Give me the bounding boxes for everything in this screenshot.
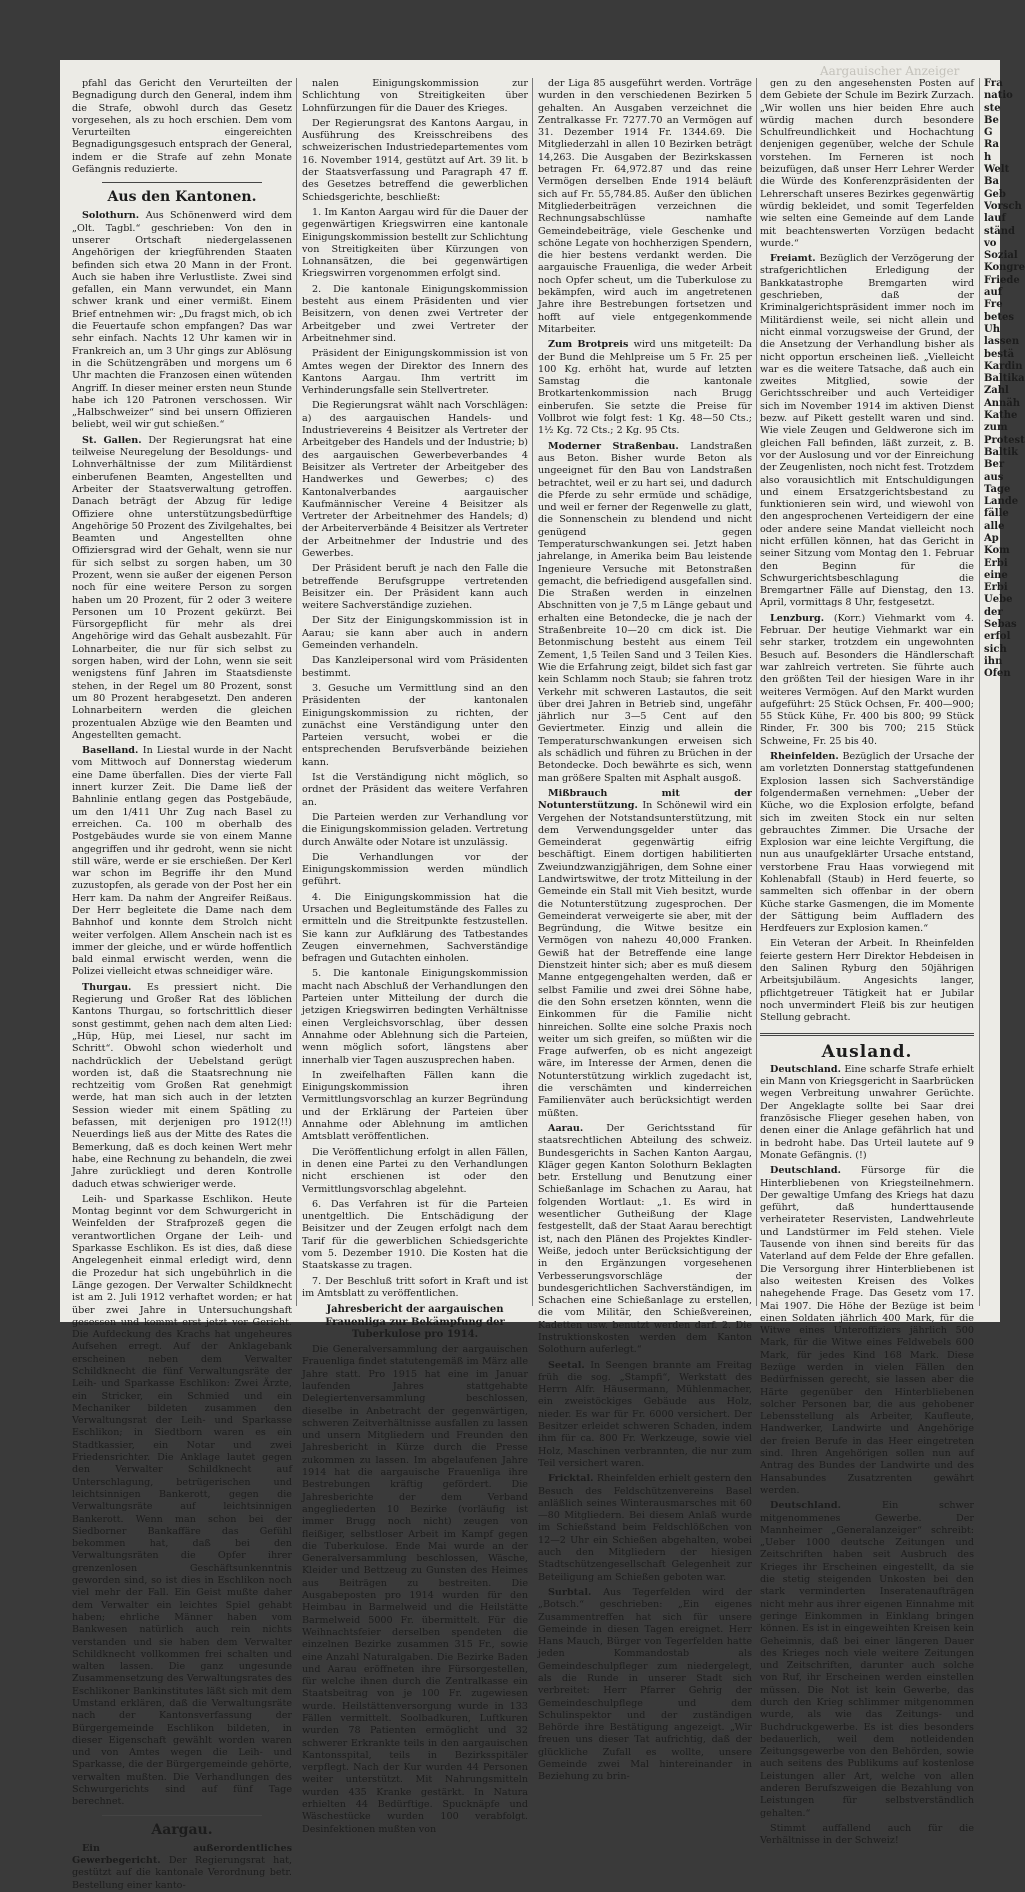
edge-word: sich [984,643,1007,655]
double-divider [760,1033,974,1036]
paragraph: 6. Das Verfahren ist für die Parteien unentgeltlich. Die Entschädigung der Beisitzer und der Zeugen erfolgt nach dem Tarif für die gewerblichen Schiedsgerichte vom 5. Dezember 1910. Die Kosten hat die Staatskasse zu tragen. [302,1198,528,1272]
edge-word: Baltika [984,373,1025,385]
edge-word: Fre [984,299,1003,311]
paragraph [72,210,292,431]
paragraph-text: Fürsorge für die Hinterbliebenen von Kriegsteilnehmern. Der gewaltige Umfang des Kriegs hat dazu geführt, daß hunderttausende verheirateter Reservisten, Landwehrleute und Landstürmer im Feld stehen. Viele Tausende von ihnen sind bereits für das Vaterland auf dem Felde der Ehre gefallen. Die Versorgung ihrer Hinterbliebenen ist also weitesten Kreisen des Volkes nahegehende Frage. Das Gesetz vom 17. Mai 1907. Die Höhe der Bezüge ist beim einen Soldaten jährlich 400 Mark, für die Witwe eines Unteroffiziers jährlich 500 Mark, für die Witwe eines Feldwebels 600 Mark, für jedes Kind 168 Mark. Diese Bezüge werden in vielen Fällen den Bedürfnissen gerecht, sie lassen aber die Härte gegenüber den Hinterbliebenen solcher Personen bar, die aus gehobener Lebensstellung als Arbeiter, Kaufleute, Handwerker, Landwirte und Angehörige der freien Berufe in das Heer eingetreten sind. Ihren Angehörigen sollen nun auf Antrag des Bundes der Landwirte und des Hansabundes Zusatzrenten gewährt werden. [760,1165,974,1496]
paragraph: Der Sitz der Einigungskommission ist in Aarau; sie kann aber auch in andern Gemeinden verhandeln. [302,615,528,652]
edge-word: Protest [984,434,1025,446]
paragraph: 7. Der Beschluß tritt sofort in Kraft und ist im Amtsblatt zu veröffentlichen. [302,1275,528,1299]
paragraph [760,751,974,935]
edge-word: auf [984,287,1003,299]
article-list [72,210,292,1808]
paragraph: Präsident der Einigungskommission ist von Amtes wegen der Direktor des Innern des Kantons Aargau. Ihm vertritt im Verhinderungsfalle sein Stellvertreter. [302,348,528,397]
paragraph [760,938,974,1024]
paragraph: In zweifelhaften Fällen kann die Einigungskommission ihren Vermittlungsvorschlag an kurzer Begründung und der Erklärung der Parteien über Annahme oder Ablehnung im amtlichen Amtsblatt veröffentlichen. [302,1069,528,1143]
keyword: Solothurn. [82,210,146,222]
paragraph: 2. Die kantonale Einigungskommission besteht aus einem Präsidenten und vier Beisitzern, von denen zwei Vertreter der Arbeitgeber und zwei Vertreter der Arbeitnehmer sind. [302,283,528,344]
paragraph [72,1194,292,1809]
keyword: Moderner Straßenbau. [548,440,691,452]
paragraph-text: In Liestal wurde in der Nacht vom Mittwoch auf Donnerstag wiederum eine Dame überfallen. Dies der vierte Fall innert kurzer Zeit. Die Dame ließ der Bahnlinie entlang gegen das Postgebäude, um den 1/411 Uhr Zug nach Basel zu erreichen. Ca. 100 m oberhalb des Postgebäudes wurde sie von einem Manne angegriffen und ihr gedroht, wenn sie nicht still wäre, werde er sie erschießen. Der Kerl war schon im Begriffe ihr den Mund zuzustopfen, als gerade von der Post her ein Herr kam. Da nahm der Angreifer Reißaus. Der Herr begleitete die Dame nach dem Bahnhof und konnte dem Strolch nicht weiter verfolgen. Allem Anschein nach ist es immer der gleiche, und er würde hoffentlich bald einmal erwischt werden, wenn die Polizei vielleicht etwas schneidiger wäre. [72,745,293,978]
edge-word: bestä [984,348,1015,360]
paragraph-text: Bezüglich der Verzögerung der strafgerichtlichen Erledigung der Bankkatastrophe Bremgarten wird geschrieben, daß der Kriminalgerichtspräsident immer noch im Militärdienst weile, sei nicht allein und nicht einmal vorzugsweise der Grund, der die Ansetzung der Verhandlung bisher als nicht opportun erscheinen ließ. „Vielleicht war es die weitere Tatsache, daß auch ein zweites Mitglied, sowie der Gerichtsschreiber und auch Verteidiger sich im November 1914 im aktiven Dienst bezw. auf Pikett gestellt waren und sind. Wie viele Zeugen und Geldwerone sich im gleichen Fall befinden, läßt zurzeit, z. B. vor der Auslosung und vor der Einreichung der Zeugenlisten, noch nicht fest. Trotzdem also vorausichtlich mit Entschuldigungen und einem Ersatzgerichtsbestand zu funktionieren sein wird, und wiewohl von den angesprochenen Verteidigern der eine oder andere seine Mandat vielleicht noch nicht erfüllen können, hat das Gericht in seiner Sitzung vom Montag den 1. Februar den Beginn für die Schwurgerichtsbeschlagung die Bremgartner Fälle auf Dienstag, den 13. April, vormittags 8 Uhr, festgesetzt. [760,253,974,609]
edge-word: vo [984,237,997,249]
paragraph [538,1123,752,1357]
paragraph [538,1587,752,1784]
keyword: Aarau. [548,1122,607,1134]
section-heading-aargau: Aargau. [151,1821,213,1838]
paragraph: Die Verhandlungen vor der Einigungskommission werden mündlich geführt. [302,851,528,888]
edge-word: aus [984,471,1004,483]
divider [102,1815,262,1816]
edge-word: ihn [984,655,1003,667]
paragraph-text: Aus Tegerfelden wird der „Botsch.“ geschrieben: „Ein eigenes Zusammentreffen hat sich für unsere Gemeinde in diesen Tagen ereignet. Herr Hans Mauch, Bürger von Tegerfelden hatte jeden Kommandostab als Gemeindeschulpfleger zum niedergelegt, als die Runde in unserer Stadt sich verbreitet: Herr Pfarrer Gehrig der Gemeindeschulpflege und dem Schulinspektor und der zuständigen Behörde ihre Bestätigung angezeigt. „Wir freuen uns dieser Tat aufrichtig, daß der glückliche Zufall es wollte, unsere Gemeinde zwei Mal hintereinander in Beziehung zu brin- [538,1586,753,1783]
paragraph-text: Bezüglich der Ursache der am vorletzten Donnerstag stattgefundenen Explosion lassen sich Sachverständige folgendermaßen vernehmen: „Ueber der Küche, wo die Explosion erfolgte, befand sich im zweiten Stock ein nur selten gebrauchtes Zimmer. Die Ursache der Explosion war eine leichte Vergiftung, die nun aus unaufgeklärter Ursache entstand, verstorbene Frau Haas vorwiegend mit Kohlenabfall (Staub) in Herd feuerte, so sammelten sich offenbar in der obern Küche starke Gasmengen, die im Momente der Sättigung beim Auffladern des Herdfeuers zur Explosion kamen.“ [760,751,974,935]
paragraph: 5. Die kantonale Einigungskommission macht nach Abschluß der Verhandlungen den Parteien unter Mitteilung der durch die jetzigen Kriegswirren bedingten Verhältnisse einen Vergleichsvorschlag, über dessen Annahme oder Ablehnung sich die Parteien, wenn möglich sofort, längstens aber innerhalb vier Tagen auszusprechen haben. [302,968,528,1066]
edge-word: lassen [984,336,1020,348]
edge-word: eine [984,569,1008,581]
paragraph [760,1823,974,1848]
bleed-through-text: Aargauischer Anzeiger [820,64,960,78]
keyword: Lenzburg. [770,612,834,624]
article-list [760,1064,974,1848]
edge-word: Lande [984,496,1019,508]
edge-word: Tage [984,483,1011,495]
paragraph-text: Rheinfelden erhielt gestern den Besuch des Feldschützenvereins Basel anläßlich seines Winterausmarsches mit 60—80 Mitgliedern. Bei diesem Anlaß wurde im Schießstand beim Feldschlößchen von 12—2 Uhr ein Schießen abgehalten, wobei auch den Mitgliedern der hiesigen Stadtschützengesellschaft Gelegenheit zur Beteiligung am Schießen geboten war. [538,1473,752,1583]
paragraph-text: Aus Schönenwerd wird dem „Olt. Tagbl.“ geschrieben: Von den in unserer Ortschaft niedergelassenen Angehörigen der kriegführenden Staaten befinden sich etwa 20 Mann in der Front. Auch sie haben ihre Verlustliste. Zwei sind gefallen, ein Mann verwundet, ein Mann schwer krank und einer vermißt. Einem Brief entnehmen wir: „Du fragst mich, ob ich die Feuertaufe schon empfangen? Das war sehr einfach. Nachts 12 Uhr kamen wir in Frankreich an, um 3 Uhr gings zur Ablösung in die Schützengräben und morgens um 6 Uhr machten die Franzosen einen wütenden Angriff. In dieser meiner ersten neun Stunde habe ich 120 Patronen verschossen. Wir „Halbschweizer“ sind bei unsern Offizieren beliebt, weil wir gut schießen.“ [72,210,293,431]
edge-word: Kathe [984,410,1018,422]
newspaper-page [60,60,1025,1891]
subheading: Jahresbericht der aargauischen Frauenliga zur Bekämpfung der Tuberkulose pro 1914. [325,1304,505,1340]
paragraph: Der Regierungsrat des Kantons Aargau, in Ausführung des Kreisschreibens des schweizerischen Industriedepartementes vom 16. November 1914, gestützt auf Art. 39 lit. b der Staatsverfassung und Paragraph 47 ff. des Gesetzes betreffend die gewerblichen Schiedsgerichte, beschließt: [302,117,528,203]
edge-word: Kongre [984,262,1025,274]
edge-word: Uh [984,323,1000,335]
edge-word: der [984,606,1003,618]
edge-word: ste [984,102,1001,114]
edge-word: Sebas [984,619,1017,631]
article-list [760,253,974,1024]
paragraph-text: Landstraßen aus Beton. Bisher wurde Beton als ungeeignet für den Bau von Landstraßen betrachtet, weil er zu hart sei, und dadurch die Pferde zu sehr ermüde und schädige, und weil er ferner der Regenwelle zu glatt, die Sonnenschein zu blendend und nicht genügend gegen Temperaturschwankungen sei. Jetzt haben jahrelange, in Amerika beim Bau leistende Ingenieure Versuche mit Betonstraßen gemacht, die befriedigend ausgefallen sind. Die Straßen werden in einzelnen Abschnitten von je 7,5 m Länge gebaut und erhalten eine Betondecke, die je nach der Straßenbreite 10—20 cm dick ist. Die Betonmischung besteht aus einem Teil Zement, 1,5 Teilen Sand und 3 Teilen Kies. Wie die Erfahrung zeigt, bildet sich fast gar kein Schlamm noch Staub; sie fahren trotz Verkehr mit schweren Lastautos, die seit über drei Jahren in Betrieb sind, ungefähr jährlich nur 3—5 Cent auf den Geviertmeter. Einzig und allein die Temperaturschwankungen erweisen sich als schädlich und führen zu Brüchen in der Betondecke. Doch bewährte es sich, wenn man größere Spalten mit Asphalt ausgoß. [538,440,752,784]
paragraph [760,1165,974,1497]
edge-word: Ra [984,139,1000,151]
edge-word: Uebe [984,594,1013,606]
paragraph [538,788,752,1120]
paragraph: der Liga 85 ausgeführt werden. Vorträge wurden in den verschiedenen Bezirken 5 gehalten. An Ausgaben verzeichnet die Zentralkasse Fr. 7277.70 an Vermögen auf 31. Dezember 1914 Fr. 1344.69. Die Mitgliederzahl in allen 10 Bezirken beträgt 14,263. Die Ausgaben der Bezirkskassen betragen Fr. 64,972.87 und das reine Vermögen derselben Ende 1914 beläuft sich auf Fr. 55,784.85. Außer den üblichen Mitgliederbeiträgen verzeichnen die Rechnungsabschlüsse namhafte Gemeindebeiträge, viele Geschenke und schöne Legate von hochherzigen Spendern, die hier bestens verdankt werden. Die aargauische Frauenliga, die weder Arbeit noch Opfer scheut, um die Tuberkulose zu bekämpfen, wird auch im angetretenen Jahre ihre Bestrebungen fortsetzen und hofft auf viele entgegenkommende Mitarbeiter. [538,78,752,335]
paragraph-text: Stimmt auffallend auch für die Verhältnisse in der Schweiz! [760,1822,974,1847]
edge-word: Fra [984,78,1003,89]
edge-word: Be [984,114,999,126]
edge-word: Geb [984,188,1006,200]
edge-word: ständ [984,225,1015,237]
paragraph [538,1473,752,1584]
article-list [538,339,752,1783]
edge-word: Ba [984,176,999,188]
paragraph: Die Parteien werden zur Verhandlung vor die Einigungskommission geladen. Vertretung durch Anwälte oder Notare ist unzulässig. [302,811,528,848]
paragraph [760,1064,974,1162]
paragraph [760,1500,974,1820]
column-4 [760,78,974,1847]
edge-word: Erbi [984,557,1008,569]
paragraph-text: Der Gerichtsstand für staatsrechtlichen Abteilung des schweiz. Bundesgerichts in Sachen Kanton Aargau, Kläger gegen Kanton Solothurn Beklagten betr. Erstellung und Benutzung einer Schießanlage im Schachen zu Aarau, hat folgenden Wortlaut: „1. Es wird in wesentlicher Gutheißung der Klage festgestellt, daß der Staat Aarau berechtigt ist, nach den Plänen des Projektes Kindler-Weiße, jedoch unter Berücksichtigung der in den Ergänzungen vorgesehenen Verbesserungsvorschläge der bundesgerichtlichen Sachverständigen, im Schachen eine Schießanlage zu erstellen, die vom Militär, den Schießvereinen, Kadetten usw. benutzt werden darf. 2. Die Instruktionskosten werden dem Kanton Solothurn auferlegt.“ [538,1122,752,1356]
paragraph: Die Generalversammlung der aargauischen Frauenliga findet statutengemäß im März alle Jahre statt. Pro 1915 hat eine im Januar laufenden Jahres stattgehabte Delegiertenversammlung beschlossen, dieselbe in Anbetracht der gegenwärtigen, schweren Zeitverhältnisse ausfallen zu lassen und unsern Mitgliedern und Freunden den Jahresbericht in Kürze durch die Presse zukommen zu lassen. Im abgelaufenen Jahre 1914 hat die aargauische Frauenliga ihre Bestrebungen kräftig gefördert. Die Jahresberichte der dem Verband angegliederten 10 Bezirke (vorläufig ist immer Brugg noch nicht) zeugen von fleißiger, selbstloser Arbeit im Kampf gegen die Tuberkulose. Ende Mai wurde an der Generalversammlung beschlossen, Wäsche, Kleider und Bettzeug zu Gunsten des Heimes aus Beiträgen zu bestreiten. Die Ausgabeposten pro 1914 wurden für den Heimbau in Barmelweid und die Heilstätte Barmelweid 5000 Fr. übermittelt. Für die Weihnachtsfeier derselben spendeten die einzelnen Bezirke zusammen 315 Fr., sowie eine Anzahl Naturalgaben. Die Bezirke Baden und Aarau eröffneten ihre Fürsorgestellen, für welche ihnen durch die Zentralkasse ein Staatsbeitrag von je 100 Fr. zugewiesen wurde. Heilstättenversorgung wurde in 133 Fällen vermittelt. Soolbadkuren, Luftkuren wurden 78 Patienten ermöglicht und 32 schwerer Erkrankte teils in den aargauischen Kantonsspital, teils in Bezirksspitäler verpflegt. Nach der Kur wurden 44 Personen weiter unterstützt. Mit Nahrungsmitteln wurden 435 Kranke gestärkt. In Natura erhielten 44 Bedürftige. Spucknäpfe und Wäschestücke wurden 100 verabfolgt. Desinfektionen mußten von [302,1344,528,1835]
paragraph: gen zu den angesehensten Posten auf dem Gebiete der Schule im Bezirk Zurzach. „Wir wollen uns hier beiden Ehre auch würdig machen durch besondere Schulfreundlichkeit und Hochachtung denjenigen gegenüber, welche der Schule vorstehen. Im Ferneren ist noch beizufügen, daß unser Herr Lehrer Werder die Würde des Konferenzpräsidenten der Lehrerschaft unseres Bezirkes gegenwärtig würdig bekleidet, und somit Tegerfelden wie selten eine Gemeinde auf dem Lande mit beachtenswerten Vorzügen bedacht wurde.“ [760,78,974,249]
column-rule [979,78,980,1306]
edge-word: alle [984,520,1005,532]
paragraph-text: Der Regierungsrat hat eine teilweise Neuregelung der Besoldungs- und Lohnverhältnisse der zum Militärdienst einberufenen Beamten, Angestellten und Arbeiter der Staatsverwaltung getroffen. Danach beträgt der Abzug für ledige Offiziere ohne unterstützungsbedürftige Angehörige 50 Prozent des Zivilgehaltes, bei Beamten und Angestellten ohne Offiziersgrad wird der Gehalt, wenn sie nur für sich selbst zu sorgen haben, um 30 Prozent, wenn sie außer der eigenen Person noch für eine weitere Person zu sorgen haben um 20 Prozent, für 2 oder 3 weitere Personen um 10 Prozent gekürzt. Bei Fürsorgepflicht für mehr als drei Angehörige wird das Gehalt ausbezahlt. Für Lohnarbeiter, die nur für sich selbst zu sorgen haben, wird der Lohn, wenn sie seit wenigstens fünf Jahren im Staatsdienste stehen, in der Regel um 80 Prozent, sonst um 80 Prozent herabgesetzt. Den anderen Lohnarbeitern werden die gleichen prozentualen Abzüge wie den Beamten und Angestellten gemacht. [72,434,293,741]
keyword: Baselland. [82,745,143,757]
paragraph [72,745,292,979]
keyword: Seetal. [548,1359,591,1371]
edge-word: Baltik [984,446,1019,458]
section-heading-foreign: Ausland. [821,1041,913,1062]
keyword: Rheinfelden. [770,751,843,763]
keyword: Ein außerordentliches Gewerbegericht. [72,1842,292,1866]
column-rule [756,78,757,1306]
divider [102,182,262,183]
paragraph-text: wird uns mitgeteilt: Da der Bund die Mehlpreise um 5 Fr. 25 per 100 Kg. erhöht hat, wurde auf letzten Samstag die kantonale Brotkartenkommission nach Brugg einberufen. Sie setzte die Preise für Vollbrot wie folgt fest: 1 Kg. 48—50 Cts.; 1½ Kg. 72 Cts.; 2 Kg. 95 Cts. [538,339,752,437]
edge-word: Annäh [984,397,1021,409]
paragraph-text: Der Regierungsrat hat, gestützt auf die kantonale Verordnung betr. Bestellung einer kanto- [72,1854,292,1891]
keyword: Zum Brotpreis [548,339,634,351]
edge-word: G [984,127,993,139]
paragraph-text: Es pressiert nicht. Die Regierung und Großer Rat des löblichen Kantons Thurgau, so fortschrittlich dieser sonst gestimmt, gehen nach dem alten Lied: „Hüp, Hüp, mei Liesel, nur sacht im Schritt“. Obwohl schon wiederholt und nachdrücklich der Uebelstand gerügt worden ist, daß die Staatsrechnung nie rechtzeitig vom Großen Rat genehmigt werde, hat man sich auch in der letzten Session wieder mit einem Spätling zu befassen, mit derjenigen pro 1912(!!) Neuerdings ließ aus der Mitte des Rates die Bemerkung, daß es doch keinen Wert mehr habe, eine Rechnung zu behandeln, die zwei Jahre zurückliegt und deren Kontrolle daduch etwas schwieriger werde. [72,981,293,1190]
edge-word: Friede [984,274,1020,286]
column-rule [296,78,297,1306]
keyword: Deutschland. [770,1165,861,1177]
edge-word: natio [984,90,1013,102]
edge-word: Sozial [984,250,1018,262]
edge-word: lauf [984,213,1006,225]
paragraph: Die Veröffentlichung erfolgt in allen Fällen, in denen eine Partei zu den Verhandlungen nicht erschienen ist oder den Vermittlungsvorschlag abgelehnt. [302,1146,528,1195]
paragraph [538,1360,752,1471]
edge-word: betes [984,311,1014,323]
edge-word: erfol [984,631,1011,643]
edge-word: fälle [984,508,1009,520]
paragraph: 3. Gesuche um Vermittlung sind an den Präsidenten der kantonalen Einigungskommission zu richten, der zunächst eine Verständigung unter den Parteien versucht, wobei er die entsprechenden Berufsverbände beiziehen kann. [302,682,528,768]
edge-word: h [984,151,992,163]
paragraph: pfahl das Gericht den Verurteilten der Begnadigung durch den General, indem ihm die Strafe, obwohl durch das Gesetz vorgesehen, als zu hoch erschien. Dem vom Verurteilten eingereichten Begnadigungsgesuch entsprach der General, indem er die Strafe auf zehn Monate Gefängnis reduzierte. [72,78,292,176]
paragraph: Ist die Verständigung nicht möglich, so ordnet der Präsident das weitere Verfahren an. [302,772,528,808]
paragraph: nalen Einigungskommission zur Schlichtung von Streitigkeiten über Lohnfürzungen für die Dauer des Krieges. [302,78,528,114]
keyword: Mißbrauch mit der Notunterstützung. [538,787,752,812]
paragraph-text: In Schönewil wird ein Vergehen der Notstandsunterstützung, mit dem Verwendungsgelder unter das Gemeinderat gegenwärtig eifrig beschäftigt. Einem dortigen habilitierten Zweiundzwanzigjährigen, dem Sohne einer Landwirtswitwe, der trotz Mitteilung in der Gemeinde ein Stall mit Vieh besitzt, wurde die Notunterstützung zugesprochen. Der Gemeinderat verweigerte sie aber, mit der Begründung, die Witwe besitze ein Vermögen von nahezu 40,000 Franken. Gewiß hat der Betreffende eine lange Dienstzeit hinter sich; aber es muß diesem Manne entgegengehalten werden, daß er selbst Familie und zwei drei Söhne habe, die den Sohn ersetzen könnten, wenn die Einkommen für die Familie nicht hinreichen. Sollte eine solche Praxis noch weiter um sich greifen, so müßten wir die Frage aufwerfen, ob es nicht angezeigt wäre, im Interesse der Armen, denen die Notunterstützung wirklich zugedacht ist, die verschämten und kinderreichen Familienväter auch berücksichtigt werden müßten. [538,800,753,1119]
keyword: Fricktal. [548,1473,597,1485]
paragraph [72,1843,292,1892]
paragraph [760,253,974,610]
keyword: Thurgau. [82,981,147,993]
keyword: St. Gallen. [82,434,149,446]
keyword: Freiamt. [770,253,820,265]
edge-word: zum [984,422,1008,434]
paragraph-text: Ein Veteran der Arbeit. In Rheinfelden feierte gestern Herr Direktor Hebdeisen in den Salinen Ryburg den 50jährigen Arbeitsjubiläum. Angesichts langer, pflichtgetreuer Tätigkeit hat er Jubilar noch unvermindert Fleiß bis zur heutigen Stellung gebracht. [760,938,974,1024]
edge-word: Ap [984,532,999,544]
edge-word: Zahl [984,385,1009,397]
column-1 [72,78,293,1891]
paragraph [72,982,292,1191]
paragraph [538,441,752,785]
paragraph: Der Präsident beruft je nach den Falle die betreffende Berufsgruppe vertretenden Beisitzer ein. Der Präsident kann auch weitere Sachverständige zuziehen. [302,563,528,612]
column-2 [302,78,529,1835]
paragraph: 1. Im Kanton Aargau wird für die Dauer der gegenwärtigen Kriegswirren eine kantonale Einigungskommission bestellt zur Schlichtung von Streitigkeiten über Kürzungen von Lohnansätzen, die bei gegenwärtigen Kriegswirren vorgenommen erfolgt sind. [302,206,529,280]
paragraph [538,339,752,437]
paragraph-text: Leih- und Sparkasse Eschlikon. Heute Montag beginnt vor dem Schwurgericht in Weinfelden der Strafprozeß gegen die verantwortlichen Organe der Leih- und Sparkasse Eschlikon. Es ist dies, daß diese Angelegenheit einmal erledigt wird, denn die Prozedur hat sich ungebührlich in die Länge gezogen. Der Verwalter Schildknecht ist am 2. Juli 1912 verhaftet worden; er hat über zwei Jahre in Untersuchungshaft gesessen und kommt erst jetzt vor Gericht. Die Aufdeckung des Krachs hat ungeheures Aufsehen erregt. Auf der Anklagebank erscheinen neben dem Verwalter Schildknecht die fünf Verwaltungsräte der Leih- und Sparkasse Eschlikon: Zwei Ärzte, ein Stricker, ein Schmied und ein Mechaniker bildeten zusammen den Verwaltungsrat der Leih- und Sparkasse Eschlikon; in Siedtborn waren es ein Stadtkassier, ein Notar und zwei Friedensrichter. Die Anklage lautet gegen den Verwalter Schildknecht auf Unterschlagung, betrügerischen und leichtsinnigen Bankerott, gegen die Verwaltungsräte auf leichtsinnigen Bankerott. Wenn man schon bei der Siedborner Bankaffäre das Gefühl bekommen hat, daß bei den Verwaltungsräten die Opfer ihrer grenzenlosen Geschäftsunkenntnis geworden sind, so ist dies in Eschlikon noch viel mehr der Fall. Ein Geist mußte daher dem Verwalter ein leichtes Spiel gehabt haben; ehrliche Männer haben vom Bankwesen natürlich auch rein nichts verstanden und sie haben dem Verwalter Schildknecht vollkommen frei schalten und walten lassen. Die ganz ungesunde Zusammensetzung des Verwaltungsrates des Eschlikoner Bankinstitutes läßt sich mit dem Umstand erklären, daß die Verwaltungsräte nach der Kantonsverfassung der Bürgergemeinde Eschlikon bildeten, in dieser Eigenschaft gewählt worden waren und von Amtes wegen die Leih- und Sparkasse, die der Bürgergemeinde gehörte, verwalten mußten. Die Verhandlungen des Schwurgerichts sind auf fünf Tage berechnet. [72,1193,292,1808]
paragraph: 4. Die Einigungskommission hat die Ursachen und Begleitumstände des Falles zu ermitteln und die Streitpunkte festzustellen. Sie kann zur Aufklärung des Tatbestandes Zeugen einvernehmen, Sachverständige befragen und Gutachten einholen. [302,891,528,965]
column-5-edge [984,78,1025,1308]
keyword: Surbtal. [548,1586,604,1598]
paragraph-text: (Korr.) Viehmarkt vom 4. Februar. Der heutige Viehmarkt war ein sehr starker, trotzdem ein ungewohnten Besuch auf. Besonders die Händlerschaft war zahlreich vertreten. Sie führte auch den größten Teil der hiesigen Ware in ihr weiteres Vermögen. Auf den Markt wurden aufgeführt: 25 Stück Ochsen, Fr. 400—900; 55 Stück Kühe, Fr. 400 bis 800; 99 Stück Rinder, Fr. 300 bis 700; 215 Stück Schweine, Fr. 25 bis 40. [760,612,974,747]
article-list [302,78,528,1300]
edge-word: Welt [984,164,1010,176]
edge-word: Vorsch [984,200,1022,212]
edge-word: Ber [984,459,1005,471]
paragraph [760,613,974,748]
paragraph-text: Eine scharfe Strafe erhielt ein Mann von Kriegsgericht in Saarbrücken wegen Verbreitung unwahrer Gerüchte. Der Angeklagte sollte bei Saar drei französische Flieger gesehen haben, von denen einer die Anlage gefährlich hat und in bedroht habe. Das Urteil lautete auf 9 Monate Gefängnis. (!) [760,1063,974,1161]
paragraph-text: In Seengen brannte am Freitag früh die sog. „Stampfi“, Werkstatt des Herrn Alfr. Häusermann, Mühlenmacher, ein zweistöckiges Gebäude aus Holz, nieder. Es war für Fr. 6000 versichert. Der Besitzer erleidet schweren Schaden, indem ihm für ca. 800 Fr. Werkzeuge, sowie viel Holz, Maschinen verbrannten, die nur zum Teil versichert waren. [538,1359,752,1469]
paragraph: Die Regierungsrat wählt nach Vorschlägen: a) des aargauischen Handels- und Industrievereins 4 Beisitzer als Vertreter der Arbeitgeber des Handels und der Industrie; b) des aargauischen Gewerbeverbandes 4 Beisitzer als Vertreter der Arbeitgeber des Handwerkes und Gewerbes; c) des Kantonalverbandes aargauischer Kaufmännischer Vereine 4 Beisitzer als Vertreter der Arbeitnehmer des Handels; d) der Arbeiterverbände 4 Beisitzer als Vertreter der Arbeitnehmer der Industrie und des Gewerbes. [302,400,529,559]
column-rule [532,78,533,1306]
paragraph: Das Kanzleipersonal wird vom Präsidenten bestimmt. [302,655,528,679]
paragraph [72,435,292,742]
section-heading-cantons: Aus den Kantonen. [107,189,257,206]
edge-word: Erbi [984,582,1008,594]
edge-word: Kardin [984,360,1023,372]
keyword: Deutschland. [770,1500,882,1512]
keyword: Deutschland. [770,1063,845,1075]
paragraph-text: Ein schwer mitgenommenes Gewerbe. Der Mannheimer „Generalanzeiger“ schreibt: „Ueber 1000 deutsche Zeitungen und Zeitschriften haben seit Ausbruch des Krieges ihr Erscheinen eingestellt, da sie die stetig steigenden Unkosten bei den stark verminderten Inseratenaufträgen nicht mehr aus ihrer eigenen Einnahme mit geringe Einkommen in Einklang bringen können. Es ist in eingeweihten Kreisen kein Geheimnis, daß bei einer längeren Dauer des Krieges noch viele weitere Zeitungen und Zeitschriften, darunter auch solche von Ruf, ihr Erscheinen werden einstellen müssen. Die Not ist kein Gewerbe, das durch den Krieg schlimmer mitgenommen wurde, als wie das Zeitungs- und Buchdruckgewerbe. Es ist dies besonders bedauerlich, weil dem notleidenden Zeitungsgewerbe von den Behörden, sowie auch seitens des Publikums auf kostenlose Leistungen aller Art, welche von allen anderen Berufszweigen die Bezahlung von Leistungen für selbstverständlich gehalten.“ [760,1500,974,1819]
edge-word: Kom [984,545,1010,557]
edge-word: Ofen [984,668,1011,680]
column-3 [538,78,753,1783]
